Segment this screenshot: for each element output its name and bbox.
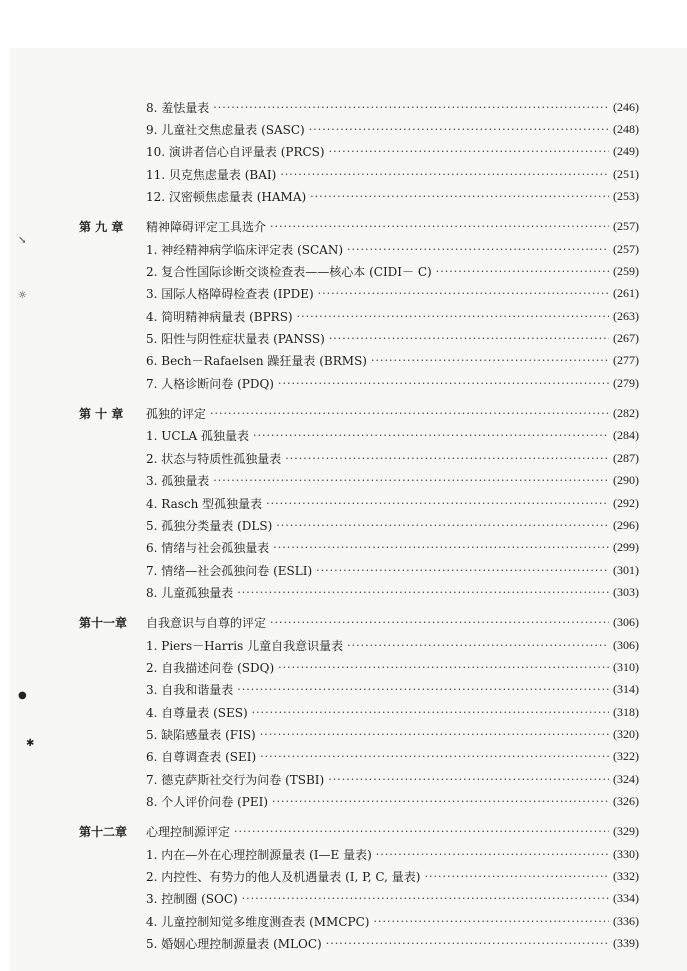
page-number: (253) [613,189,639,204]
dot-leader [328,773,609,786]
page-number: (320) [613,726,639,741]
entry-title: 5. 阳性与阴性症状量表 (PANSS) [146,332,325,347]
dot-leader [272,795,609,808]
page-number: (322) [613,749,639,764]
toc-entry-row [79,238,639,260]
entry-title: 孤独的评定 [146,407,207,422]
toc-entry-row [79,447,639,469]
entry-title: 3. 控制圈 (SOC) [146,892,238,907]
toc-chapter-row [79,821,639,843]
page-number: (279) [613,375,639,390]
entry-title: 10. 演讲者信心自评量表 (PRCS) [146,145,325,160]
scan-speck: ↘ [18,235,27,246]
dot-leader [347,243,609,256]
entry-title: 1. 内在—外在心理控制源量表 (I—E 量表) [146,847,372,862]
toc-chapter-row [79,612,639,634]
page-number: (334) [613,891,639,906]
dot-leader [329,145,609,158]
entry-title: 9. 儿童社交焦虑量表 (SASC) [146,123,305,138]
entry-title: 3. 自我和谐量表 [146,683,234,698]
page-number: (287) [613,450,639,465]
page-number: (310) [613,659,639,674]
page-number: (246) [613,99,639,114]
entry-title: 4. 自尊量表 (SES) [146,705,248,720]
dot-leader [210,407,609,420]
entry-title: 5. 缺陷感量表 (FIS) [146,727,256,742]
toc-entry-row [79,514,639,536]
entry-title: 2. 状态与特质性孤独量表 [146,451,282,466]
entry-title: 12. 汉密顿焦虑量表 (HAMA) [146,190,307,205]
toc-entry-row [79,723,639,745]
entry-title: 7. 情绪—社会孤独问卷 (ESLI) [146,563,313,578]
entry-title: 7. 人格诊断问卷 (PDQ) [146,376,274,391]
dot-leader [424,870,609,883]
entry-title: 11. 贝克焦虑量表 (BAI) [146,167,277,182]
dot-leader [310,190,609,203]
toc-entry-row [79,372,639,394]
toc-entry-row [79,470,639,492]
page-number: (267) [613,331,639,346]
page-number: (292) [613,495,639,510]
chapter-label: 第十二章 [79,825,128,840]
page-number: (339) [613,936,639,951]
toc-entry-row [79,260,639,282]
toc-entry-row [79,865,639,887]
page-number: (330) [613,846,639,861]
toc-entry-row [79,118,639,140]
dot-leader [237,683,609,696]
page-number: (306) [613,615,639,630]
chapter-label: 第 九 章 [79,220,124,235]
page-number: (336) [613,913,639,928]
page-number: (261) [613,286,639,301]
entry-title: 6. Bech－Rafaelsen 躁狂量表 (BRMS) [146,354,367,369]
dot-leader [376,848,609,861]
page-number: (306) [613,637,639,652]
entry-title: 1. UCLA 孤独量表 [146,429,250,444]
scan-speck: ✱ [26,738,35,749]
toc-entry-row [79,537,639,559]
scan-speck: ● [18,690,27,701]
dot-leader [326,937,609,950]
entry-title: 8. 儿童孤独量表 [146,585,234,600]
dot-leader [260,728,609,741]
toc-entry-row [79,679,639,701]
toc-entry-row [79,350,639,372]
page-number: (263) [613,308,639,323]
page-number: (303) [613,584,639,599]
dot-leader [280,168,609,181]
page-number: (284) [613,428,639,443]
toc-entry-row [79,656,639,678]
toc-entry-row [79,932,639,954]
dot-leader [297,310,609,323]
toc-entry-row [79,96,639,118]
toc-entry-row [79,746,639,768]
entry-title: 4. 简明精神病量表 (BPRS) [146,309,293,324]
page-number: (249) [613,144,639,159]
page-number: (329) [613,824,639,839]
dot-leader [253,429,609,442]
dot-leader [318,287,609,300]
toc-entry-row [79,843,639,865]
entry-title: 4. Rasch 型孤独量表 [146,496,263,511]
dot-leader [309,123,609,136]
entry-title: 7. 德克萨斯社交行为问卷 (TSBI) [146,772,325,787]
entry-title: 精神障碍评定工具选介 [146,220,267,235]
dot-leader [266,497,609,510]
toc-entry-row [79,581,639,603]
toc-entry-row [79,910,639,932]
page-number: (248) [613,122,639,137]
page-number: (259) [613,264,639,279]
toc-entry-row [79,492,639,514]
scan-speck: ☼ [18,290,27,301]
dot-leader [316,564,609,577]
entry-title: 8. 个人评价问卷 (PEI) [146,794,269,809]
dot-leader [273,541,609,554]
toc-entry-row [79,283,639,305]
toc-entry-row [79,768,639,790]
entry-title: 5. 婚姻心理控制源量表 (MLOC) [146,937,322,952]
dot-leader [373,915,609,928]
page-number: (251) [613,166,639,181]
dot-leader [436,265,609,278]
dot-leader [371,354,609,367]
dot-leader [252,706,609,719]
dot-leader [237,586,609,599]
entry-title: 2. 复合性国际诊断交谈检查表——核心本 (CIDI－ C) [146,265,432,280]
toc-entry-row [79,185,639,207]
page-number: (257) [613,219,639,234]
toc-entry-row [79,163,639,185]
dot-leader [242,892,609,905]
entry-title: 6. 情绪与社会孤独量表 [146,541,270,556]
dot-leader [278,377,609,390]
dot-leader [276,519,609,532]
page-number: (314) [613,682,639,697]
toc-entry-row [79,141,639,163]
page-number: (318) [613,704,639,719]
dot-leader [234,825,609,838]
entry-title: 5. 孤独分类量表 (DLS) [146,518,273,533]
entry-title: 2. 自我描述问卷 (SDQ) [146,660,275,675]
entry-title: 1. 神经精神病学临床评定表 (SCAN) [146,242,344,257]
toc-chapter-row [79,402,639,424]
dot-leader [285,452,609,465]
entry-title: 心理控制源评定 [146,825,231,840]
dot-leader [260,750,609,763]
entry-title: 2. 内控性、有势力的他人及机遇量表 (I, P, C, 量表) [146,870,421,885]
page-number: (282) [613,406,639,421]
toc-entry-row [79,305,639,327]
page-number: (324) [613,771,639,786]
entry-title: 3. 孤独量表 [146,474,210,489]
entry-title: 6. 自尊调查表 (SEI) [146,750,257,765]
toc-chapter-row [79,216,639,238]
page-number: (332) [613,869,639,884]
dot-leader [213,474,609,487]
page-number: (301) [613,562,639,577]
table-of-contents [79,96,639,955]
dot-leader [347,639,609,652]
entry-title: 3. 国际人格障碍检查表 (IPDE) [146,287,314,302]
toc-entry-row [79,790,639,812]
entry-title: 8. 羞怯量表 [146,100,210,115]
dot-leader [329,332,609,345]
chapter-label: 第十一章 [79,616,128,631]
page-number: (299) [613,540,639,555]
entry-title: 4. 儿童控制知觉多维度测查表 (MMCPC) [146,914,370,929]
dot-leader [278,661,609,674]
toc-entry-row [79,327,639,349]
toc-entry-row [79,425,639,447]
entry-title: 自我意识与自尊的评定 [146,616,267,631]
page-number: (326) [613,793,639,808]
page-number: (257) [613,241,639,256]
toc-entry-row [79,701,639,723]
dot-leader [270,220,609,233]
dot-leader [270,616,609,629]
page-number: (277) [613,353,639,368]
toc-entry-row [79,634,639,656]
page-number: (290) [613,473,639,488]
chapter-label: 第 十 章 [79,407,124,422]
page-number: (296) [613,517,639,532]
toc-entry-row [79,559,639,581]
entry-title: 1. Piers－Harris 儿童自我意识量表 [146,638,344,653]
dot-leader [213,101,609,114]
toc-entry-row [79,888,639,910]
